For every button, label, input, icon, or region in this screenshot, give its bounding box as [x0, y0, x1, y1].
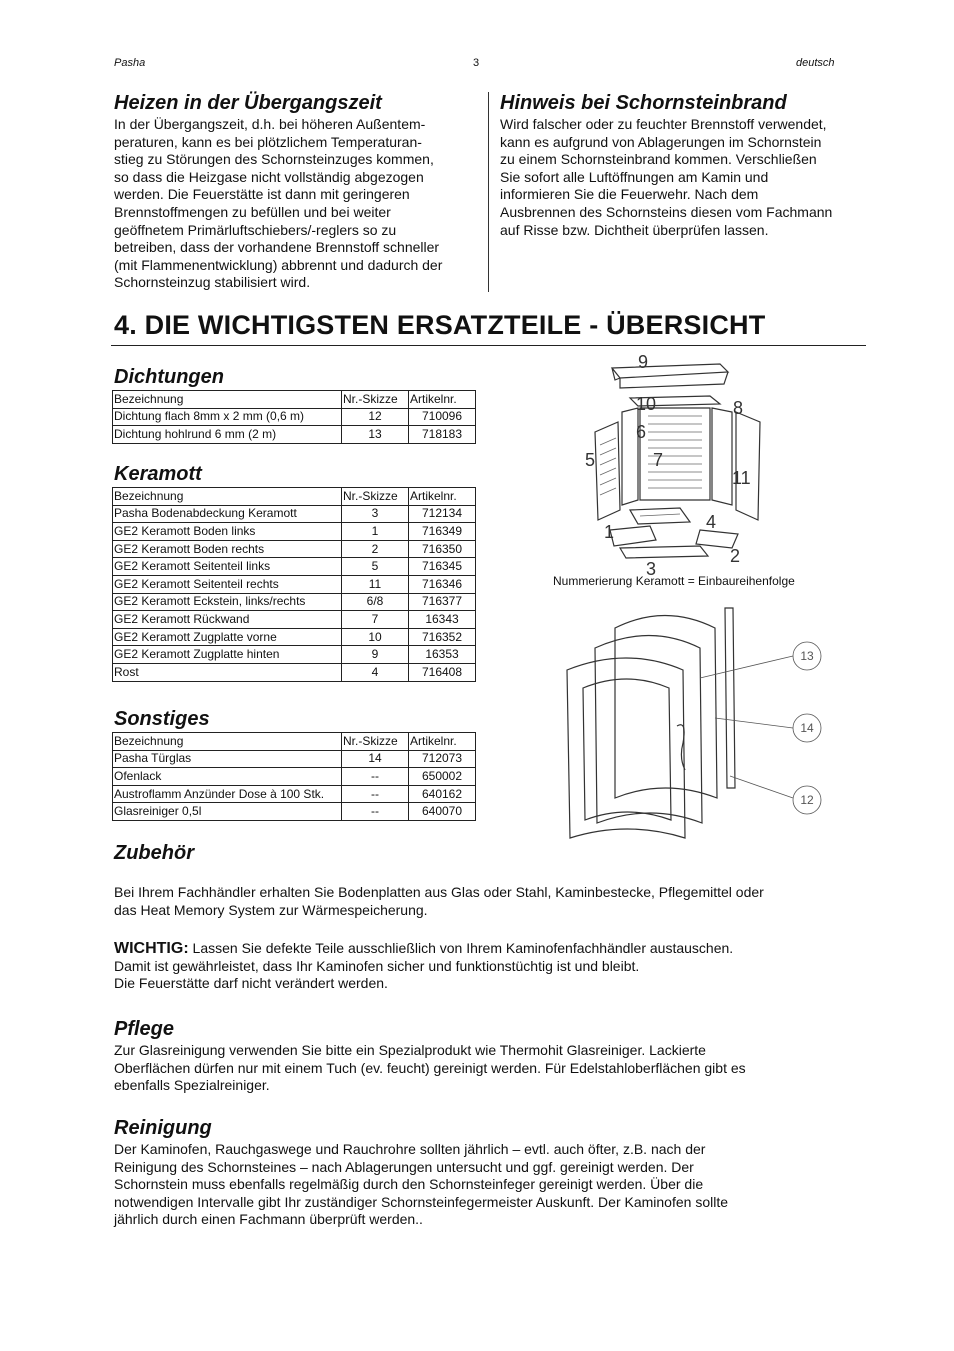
cell-artikelnr: 716345 — [409, 558, 476, 576]
part-seitenteil-links — [595, 422, 620, 520]
cell-nr-skizze: -- — [342, 785, 409, 803]
label-keramott-8: 8 — [733, 398, 744, 418]
text-line: Ausbrennen des Schornsteins diesen vom Fachmann — [500, 203, 833, 220]
text-line: stieg zu Störungen des Schornsteinzuges kommen, — [114, 151, 434, 168]
cell-artikelnr: 716349 — [409, 523, 476, 541]
heading-dichtungen: Dichtungen — [114, 366, 224, 388]
cell-nr-skizze: 14 — [342, 750, 409, 768]
heading-schornsteinbrand: Hinweis bei Schornsteinbrand — [500, 92, 787, 114]
cell-artikelnr: 716352 — [409, 628, 476, 646]
table-row — [113, 523, 476, 541]
cell-artikelnr: 640162 — [409, 785, 476, 803]
table-row — [113, 593, 476, 611]
cell-bezeichnung: GE2 Keramott Boden rechts — [113, 540, 342, 558]
table-header-row — [113, 488, 476, 506]
col-header-artikelnr: Artikelnr. — [409, 391, 476, 409]
text-line: Schornsteinzug stabilisiert wird. — [114, 274, 311, 291]
paragraph-uebergangszeit — [114, 116, 477, 292]
part-rost — [630, 508, 690, 524]
label-keramott-6: 6 — [636, 422, 647, 442]
cell-nr-skizze: 3 — [342, 505, 409, 523]
heading-pflege: Pflege — [114, 1018, 175, 1040]
text-line: auf Risse bzw. Dichtheit überprüfen lassen. — [500, 221, 769, 238]
text-line: Der Kaminofen, Rauchgaswege und Rauchrohre sollten jährlich – evtl. auch öfter, z.B. nach der — [114, 1141, 706, 1157]
text-line: geöffnetem Primärluftschiebers/-reglers so zu — [114, 221, 397, 238]
table-header-row — [113, 733, 476, 751]
cell-artikelnr: 716377 — [409, 593, 476, 611]
cell-nr-skizze: 5 — [342, 558, 409, 576]
door-exploded-drawing — [555, 598, 845, 843]
table-row — [113, 408, 476, 426]
label-keramott-2: 2 — [730, 546, 741, 566]
text-line: Brennstoffmengen zu befüllen und bei weiter — [114, 203, 391, 220]
cell-bezeichnung: GE2 Keramott Eckstein, links/rechts — [113, 593, 342, 611]
wichtig-text: Lassen Sie defekte Teile ausschließlich von Ihrem Kaminofenfachhändler austauschen. — [188, 940, 734, 956]
cell-nr-skizze: 1 — [342, 523, 409, 541]
part-seitenteil-rechts — [736, 412, 760, 520]
col-header-nr-skizze: Nr.-Skizze — [342, 733, 409, 751]
part-zugplatte-hinten — [612, 364, 728, 388]
text-line: ebenfalls Spezialreiniger. — [114, 1077, 270, 1094]
label-keramott-3: 3 — [646, 559, 657, 579]
text-line: Zur Glasreinigung verwenden Sie bitte ein Spezialprodukt wie Thermohit Glasreiniger. Lackierte — [114, 1042, 706, 1058]
cell-bezeichnung: Dichtung flach 8mm x 2 mm (0,6 m) — [113, 408, 342, 426]
col-header-artikelnr: Artikelnr. — [409, 488, 476, 506]
table-row — [113, 768, 476, 786]
cell-artikelnr: 712073 — [409, 750, 476, 768]
cell-nr-skizze: 12 — [342, 408, 409, 426]
cell-bezeichnung: Rost — [113, 663, 342, 681]
text-line: kann es aufgrund von Ablagerungen im Schornstein — [500, 133, 822, 150]
table-row — [113, 628, 476, 646]
cell-artikelnr: 718183 — [409, 426, 476, 444]
cell-artikelnr: 716346 — [409, 575, 476, 593]
part-eckstein-rechts — [712, 408, 732, 505]
cell-nr-skizze: 9 — [342, 646, 409, 664]
label-keramott-10: 10 — [636, 394, 657, 414]
cell-nr-skizze: -- — [342, 768, 409, 786]
heading-uebergangszeit: Heizen in der Übergangszeit — [114, 92, 382, 114]
label-keramott-1: 1 — [604, 522, 615, 542]
text-line: Schornstein muss ebenfalls regelmäßig durch den Schornsteinfeger gereinigt werden. Über die — [114, 1176, 704, 1193]
cell-nr-skizze: 2 — [342, 540, 409, 558]
heading-keramott: Keramott — [114, 463, 202, 485]
text-line: Wird falscher oder zu feuchter Brennstoff verwendet, — [500, 116, 827, 132]
paragraph-wichtig — [114, 940, 864, 993]
cell-bezeichnung: GE2 Keramott Boden links — [113, 523, 342, 541]
table-dichtungen — [112, 390, 476, 444]
table-header-row — [113, 391, 476, 409]
heading-sonstiges: Sonstiges — [114, 708, 210, 730]
heading-reinigung: Reinigung — [114, 1117, 212, 1139]
cell-bezeichnung: GE2 Keramott Seitenteil rechts — [113, 575, 342, 593]
cell-bezeichnung: GE2 Keramott Seitenteil links — [113, 558, 342, 576]
cell-artikelnr: 16353 — [409, 646, 476, 664]
wichtig-label: WICHTIG: — [114, 940, 189, 957]
col-header-nr-skizze: Nr.-Skizze — [342, 488, 409, 506]
header-doc-name: Pasha — [114, 57, 146, 69]
label-keramott-7: 7 — [653, 450, 664, 470]
label-door-12: 12 — [800, 793, 814, 807]
col-header-artikelnr: Artikelnr. — [409, 733, 476, 751]
cell-bezeichnung: Pasha Bodenabdeckung Keramott — [113, 505, 342, 523]
cell-artikelnr: 712134 — [409, 505, 476, 523]
text-line: notwendigen Intervalle gibt Ihr zuständiger Schornsteinfegermeister Auskunft. Der Kaminofen sollte — [114, 1193, 729, 1210]
table-row — [113, 540, 476, 558]
cell-bezeichnung: Ofenlack — [113, 768, 342, 786]
cell-bezeichnung: Dichtung hohlrund 6 mm (2 m) — [113, 426, 342, 444]
cell-bezeichnung: GE2 Keramott Zugplatte hinten — [113, 646, 342, 664]
text-line: Oberflächen dürfen nur mit einem Tuch (ev. feucht) gereinigt werden. Für Edelstahloberflächen gibt es — [114, 1059, 746, 1076]
paragraph-zubehoer — [114, 884, 864, 919]
paragraph-reinigung — [114, 1141, 864, 1229]
table-row — [113, 505, 476, 523]
cell-artikelnr: 16343 — [409, 611, 476, 629]
table-keramott — [112, 487, 476, 682]
paragraph-schornsteinbrand — [500, 116, 863, 239]
cell-artikelnr: 640070 — [409, 803, 476, 821]
cell-nr-skizze: 4 — [342, 663, 409, 681]
label-door-13: 13 — [800, 649, 814, 663]
cell-artikelnr: 716350 — [409, 540, 476, 558]
cell-nr-skizze: 10 — [342, 628, 409, 646]
text-line: informieren Sie die Feuerwehr. Nach dem — [500, 186, 759, 203]
cell-nr-skizze: 11 — [342, 575, 409, 593]
part-rueckwand — [640, 408, 710, 500]
text-line: so dass die Heizgase nicht vollständig abgezogen — [114, 168, 424, 185]
text-line: (mit Flammenentwicklung) abbrennt und dadurch der — [114, 256, 443, 273]
table-row — [113, 611, 476, 629]
text-line: werden. Die Feuerstätte ist dann mit geringeren — [114, 186, 410, 203]
part-dichtung-rahmen — [725, 608, 735, 788]
header-language: deutsch — [796, 57, 835, 69]
cell-bezeichnung: Glasreiniger 0,5l — [113, 803, 342, 821]
text-line: das Heat Memory System zur Wärmespeicherung. — [114, 901, 428, 918]
text-line: Bei Ihrem Fachhändler erhalten Sie Bodenplatten aus Glas oder Stahl, Kaminbestecke, Pflegemittel oder — [114, 884, 764, 900]
col-header-bezeichnung: Bezeichnung — [113, 488, 342, 506]
cell-artikelnr: 710096 — [409, 408, 476, 426]
keramott-caption: Nummerierung Keramott = Einbaureihenfolge — [553, 574, 795, 588]
cell-bezeichnung: GE2 Keramott Rückwand — [113, 611, 342, 629]
paragraph-pflege — [114, 1042, 864, 1095]
table-sonstiges — [112, 732, 476, 821]
cell-artikelnr: 650002 — [409, 768, 476, 786]
text-line: jährlich durch einen Fachmann überprüft werden.. — [114, 1211, 423, 1228]
column-divider — [488, 92, 489, 292]
table-row — [113, 426, 476, 444]
table-row — [113, 663, 476, 681]
cell-bezeichnung: GE2 Keramott Zugplatte vorne — [113, 628, 342, 646]
table-row — [113, 785, 476, 803]
text-line — [114, 940, 864, 958]
cell-nr-skizze: 6/8 — [342, 593, 409, 611]
page-number: 3 — [473, 57, 480, 69]
cell-nr-skizze: 13 — [342, 426, 409, 444]
main-heading: 4. DIE WICHTIGSTEN ERSATZTEILE - ÜBERSICHT — [114, 310, 766, 340]
text-line: peraturen, kann es bei plötzlichem Temperaturan- — [114, 133, 422, 150]
table-row — [113, 558, 476, 576]
label-keramott-5: 5 — [585, 450, 596, 470]
cell-bezeichnung: Austroflamm Anzünder Dose à 100 Stk. — [113, 785, 342, 803]
cell-nr-skizze: -- — [342, 803, 409, 821]
text-line: zu einem Schornsteinbrand kommen. Verschließen — [500, 151, 817, 168]
part-boden-links — [610, 526, 656, 546]
heading-underline — [111, 345, 866, 346]
keramott-exploded-drawing — [560, 350, 820, 580]
label-keramott-9: 9 — [638, 352, 649, 372]
table-row — [113, 646, 476, 664]
cell-artikelnr: 716408 — [409, 663, 476, 681]
text-line: Reinigung des Schornsteines – nach Ablagerungen untersucht und ggf. gereinigt werden. Der — [114, 1158, 694, 1175]
cell-bezeichnung: Pasha Türglas — [113, 750, 342, 768]
table-row — [113, 750, 476, 768]
label-keramott-4: 4 — [706, 512, 717, 532]
part-bodenabdeckung — [620, 546, 708, 558]
text-line: betreiben, dass der vorhandene Brennstoff schneller — [114, 239, 440, 256]
text-line: Die Feuerstätte darf nicht verändert werden. — [114, 975, 388, 992]
text-line: Sie sofort alle Luftöffnungen am Kamin und — [500, 168, 769, 185]
col-header-bezeichnung: Bezeichnung — [113, 391, 342, 409]
label-keramott-11: 11 — [732, 468, 751, 488]
part-tuerrahmen-hinten — [595, 636, 702, 824]
label-door-14: 14 — [800, 721, 814, 735]
table-row — [113, 575, 476, 593]
heading-zubehoer: Zubehör — [114, 842, 194, 864]
col-header-nr-skizze: Nr.-Skizze — [342, 391, 409, 409]
cell-nr-skizze: 7 — [342, 611, 409, 629]
text-line: Damit ist gewährleistet, dass Ihr Kaminofen sicher und funktionstüchtig ist und bleibt. — [114, 957, 640, 974]
text-line: In der Übergangszeit, d.h. bei höheren Außentem- — [114, 116, 426, 132]
col-header-bezeichnung: Bezeichnung — [113, 733, 342, 751]
table-row — [113, 803, 476, 821]
